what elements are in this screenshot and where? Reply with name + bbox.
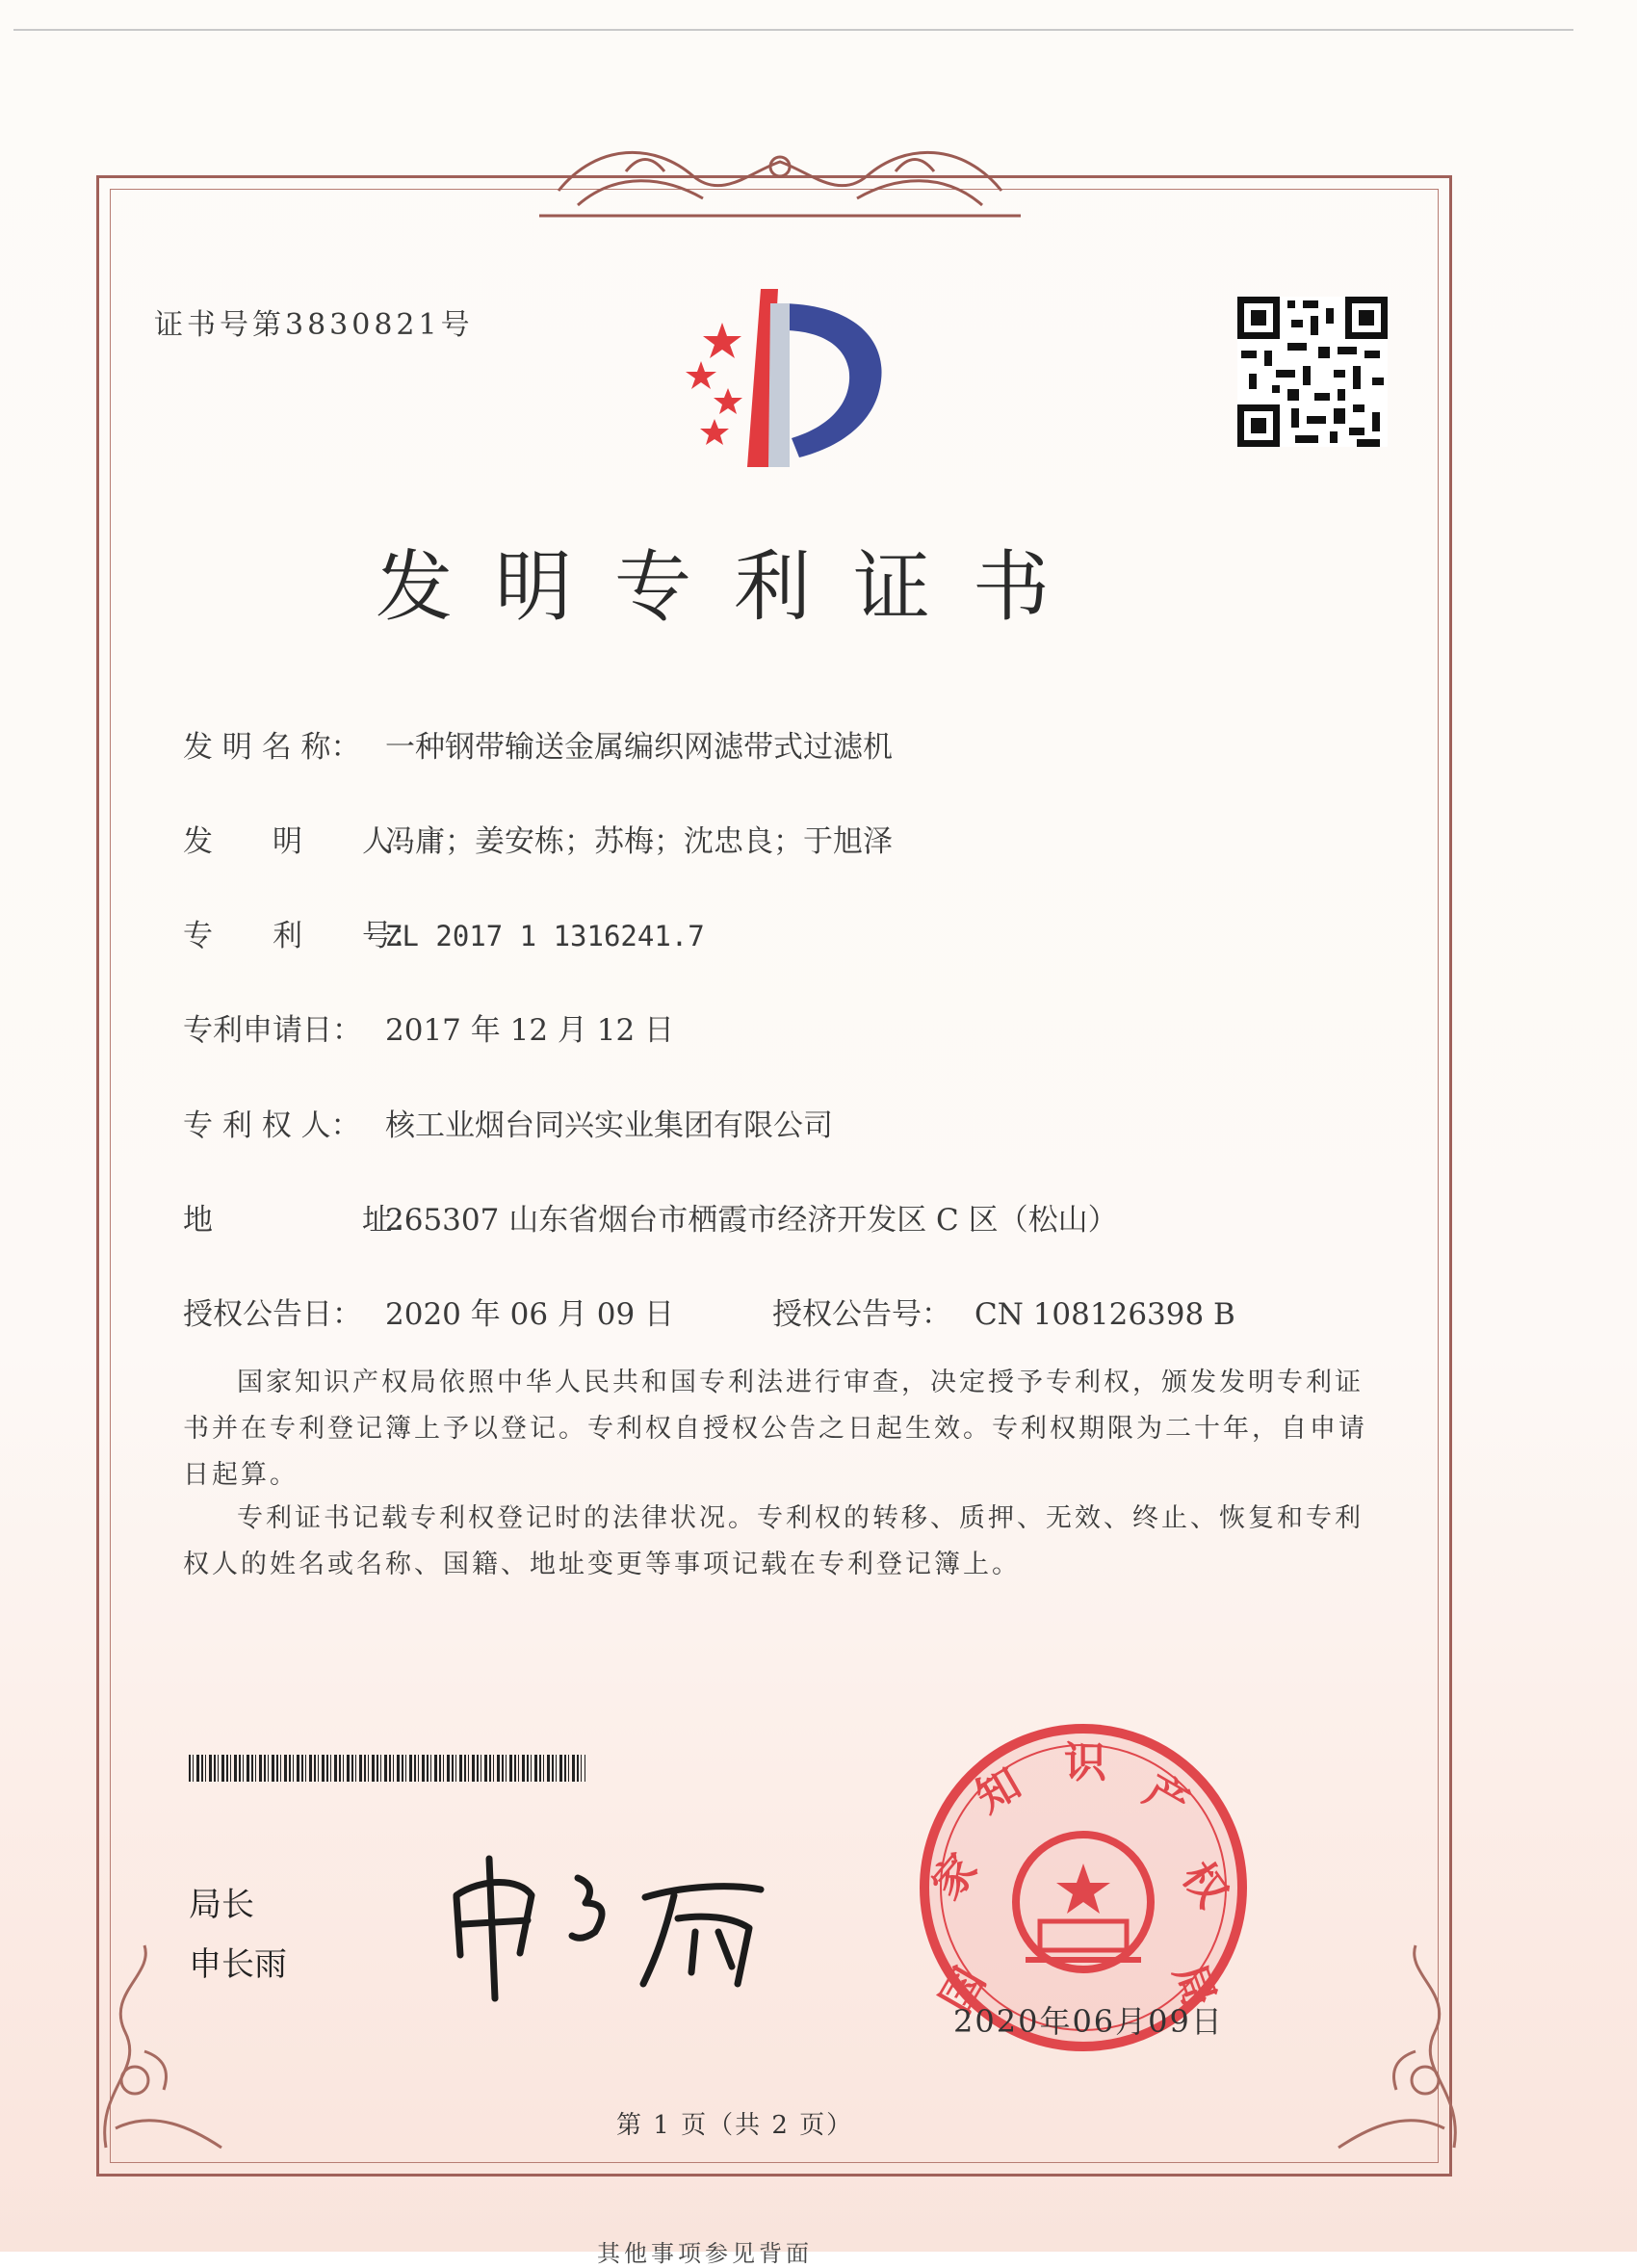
- field-invention-name: [183, 722, 893, 766]
- corner-ornament-right: [1319, 1936, 1473, 2157]
- field-patent-number: [183, 911, 705, 954]
- field-inventors: [183, 817, 893, 860]
- field-patentee: [183, 1101, 833, 1144]
- svg-text:家: 家: [922, 1844, 988, 1910]
- field-label: 地 址：: [183, 1203, 422, 1238]
- field-value: CN 108126398 B: [974, 1297, 1235, 1332]
- svg-text:识: 识: [1064, 1738, 1106, 1787]
- field-label: 授权公告日：: [183, 1297, 362, 1332]
- back-note: 其他事项参见背面: [597, 2240, 813, 2267]
- svg-text:局: 局: [1163, 1957, 1225, 2015]
- field-value: 2017 年 12 月 12 日: [385, 1013, 675, 1048]
- page-indicator: 第 1 页（共 2 页）: [616, 2111, 854, 2140]
- field-grant-date: [183, 1290, 674, 1333]
- scan-edge-line: [13, 29, 1573, 31]
- field-application-date: [183, 1005, 674, 1049]
- barcode-icon: [189, 1755, 585, 1782]
- svg-text:权: 权: [1172, 1853, 1237, 1916]
- field-label: 专 利 权 人：: [183, 1108, 361, 1143]
- field-value: 265307 山东省烟台市栖霞市经济开发区 C 区（松山）: [385, 1203, 1118, 1238]
- seal-date: 2020年06月09日: [953, 2003, 1224, 2040]
- field-value: 2020 年 06 月 09 日: [385, 1297, 675, 1332]
- field-label: 专 利 号：: [183, 919, 422, 953]
- notice-paragraph-2: 专利证书记载专利权登记时的法律状况。专利权的转移、质押、无效、终止、恢复和专利权人的姓名或名称、国籍、地址变更等事项记载在专利登记簿上。: [183, 1503, 1364, 1579]
- field-value: 冯庸；姜安栋；苏梅；沈忠良；于旭泽: [385, 824, 893, 859]
- field-label: 发 明 人：: [183, 824, 422, 859]
- patent-office-logo-icon: [655, 284, 905, 477]
- field-value: ZL 2017 1 1316241.7: [385, 920, 705, 952]
- notice-paragraph-1: 国家知识产权局依照中华人民共和国专利法进行审查，决定授予专利权，颁发发明专利证书并在专利登记簿上予以登记。专利权自授权公告之日起生效。专利权期限为二十年，自申请日起算。: [183, 1368, 1367, 1490]
- top-ornament: [539, 133, 1021, 220]
- field-value: 一种钢带输送金属编织网滤带式过滤机: [385, 730, 893, 765]
- signature-title: 局长: [189, 1886, 254, 1924]
- field-label: 发 明 名 称：: [183, 730, 361, 765]
- field-label: 授权公告号：: [772, 1297, 951, 1332]
- svg-text:产: 产: [1135, 1765, 1198, 1830]
- field-label: 专利申请日：: [183, 1013, 362, 1048]
- certificate-title: 发明专利证书: [376, 542, 1092, 632]
- svg-text:国: 国: [931, 1959, 996, 2021]
- qr-code-icon: [1237, 297, 1388, 447]
- field-grant-number: [772, 1290, 1235, 1333]
- field-value: 核工业烟台同兴实业集团有限公司: [385, 1108, 833, 1143]
- svg-text:知: 知: [968, 1759, 1029, 1823]
- certificate-number: 证书号第3830821号: [154, 308, 474, 342]
- handwritten-signature-icon: [443, 1839, 790, 2003]
- field-address: [183, 1195, 1118, 1238]
- signature-name: 申长雨: [189, 1945, 287, 1984]
